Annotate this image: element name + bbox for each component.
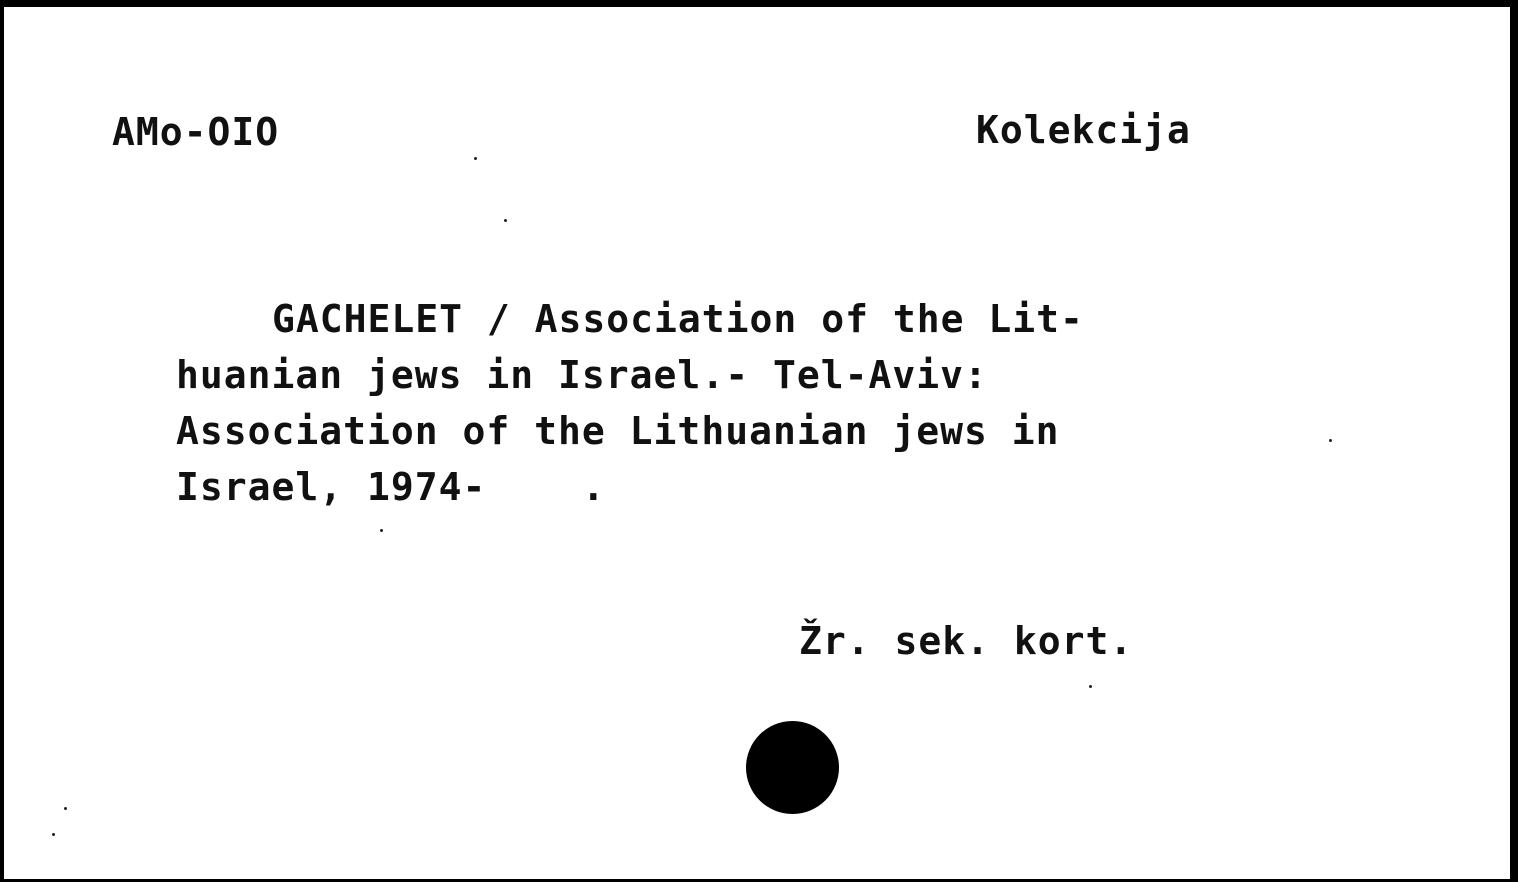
see-next-card-note: Žr. sek. kort.: [799, 619, 1134, 663]
entry-line: Association of the Lithuanian jews in: [176, 409, 1060, 453]
entry-line: huanian jews in Israel.- Tel-Aviv:: [176, 353, 988, 397]
collection-label: Kolekcija: [976, 108, 1191, 152]
speck: [52, 833, 55, 836]
bibliographic-entry: [176, 291, 1084, 515]
speck: [1329, 439, 1332, 442]
speck: [1089, 685, 1092, 688]
speck: [504, 219, 507, 222]
call-number: AMo-OIO: [112, 110, 280, 154]
speck: [380, 529, 383, 532]
punch-hole-icon: [746, 721, 839, 814]
entry-line: GACHELET / Association of the Lit-: [272, 297, 1084, 341]
speck: [474, 157, 477, 160]
speck: [64, 807, 67, 810]
entry-line: Israel, 1974- .: [176, 465, 606, 509]
